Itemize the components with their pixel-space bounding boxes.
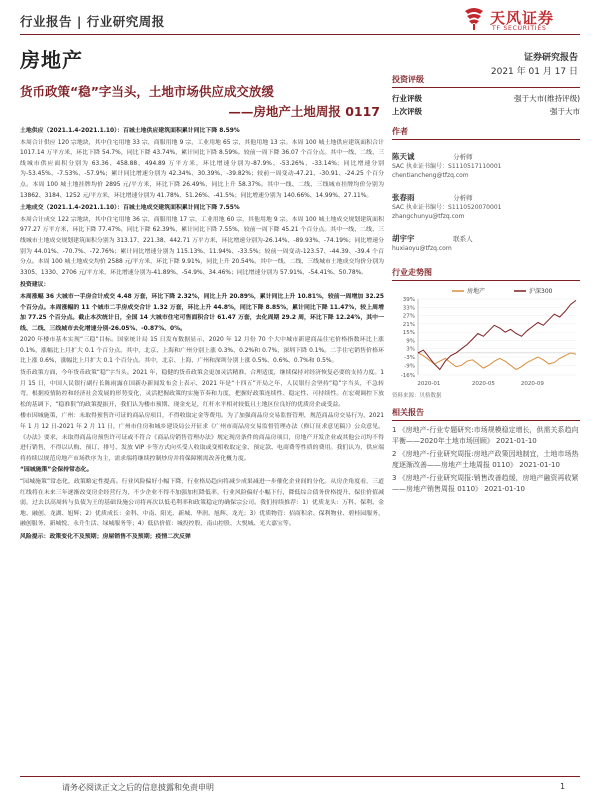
- analyst-name: 胡宇宇: [392, 234, 415, 243]
- section-heading: 土地供应（2021.1.4-2021.1.10）：百城土地供应建筑面积累计同比下降 8.59%: [20, 128, 240, 134]
- logo-text-en: TF SECURITIES: [492, 25, 547, 32]
- company-logo: [462, 6, 580, 36]
- related-report-link[interactable]: 2 《房地产-行业研究周报:房地产政策因地制宜，土地市场热度逐渐改善——房地产土地周报 0110》 2021-01-10: [392, 449, 579, 469]
- analyst-sac: SAC 执业证书编号：S1110520070001: [392, 204, 502, 211]
- paragraph: “园城施策”会保持常态化。: [20, 467, 93, 474]
- trend-chart-svg: [392, 285, 580, 389]
- rating-header: 投资评级: [392, 74, 580, 88]
- rating-label: 行业评级: [392, 94, 422, 103]
- related-report-link[interactable]: 1 《房地产-行业专题研究:市场规模稳定增长，供需关系趋向平衡——2020年土地市场回顾》 2021-01-10: [392, 425, 579, 445]
- related-reports-list: [392, 425, 580, 495]
- analyst-card: [392, 226, 580, 254]
- report-body: [20, 124, 384, 544]
- related-reports-header: 相关报告: [392, 407, 580, 421]
- paragraph: 楼市因城施策，广州：未取得预售许可证的商品房项目，不得收取定金等费用。为了加强商品房交易监督管理，规范商品房交易行为，2021 年 1 月 12 日-2021 年 2 月 11 日，广州市住房和城乡建设局公开征求《广州市商品房交易监督管理办法（修订征求意见稿）》公众意见。《办法》要求，未取得商品房预售许可证或不符合《商品房销售管理办法》规定现房条件的商品房项目，房地产开发企业或其他公司均不得进行销售，不得以认购、预订、排号、发放 VIP 卡等方式向买受人收取或变相收取定金、预定款、电商费等性质的费用。我们认为，供应端将持续以规范房地产市场秩序为主，需求端将继续控制炒房并将保障刚需改善化概力度。: [20, 413, 384, 462]
- prev-rating-value: 强于大市: [550, 107, 580, 116]
- y-tick-label: 39%: [402, 296, 415, 303]
- analyst-card: [392, 185, 580, 221]
- x-tick-label: 2020-01: [417, 380, 441, 387]
- analyst-role: 分析师: [453, 153, 473, 161]
- analyst-email[interactable]: huxiaoyu@tfzq.com: [392, 245, 452, 252]
- analyst-card: [392, 144, 580, 180]
- paragraph: 本周涨幅 36 大城市一手房合计成交 4.48 万套，环比下降 2.32%，同比上升 20.89%，累计同比上升 10.81%，较前一周增加 32.25 个百分点。本周涨幅的 11 个城市二手房成交合计 1.32 万套，环比上升 44.8%，同比下降 8.85%，累计同比下降 11.47%，较上周增加 77.25 个百分点。截止本次统计日，全国 14 大城市住宅可售面积合计 61.47 万套，去化周期 29.2 周，环比下降 12.24%，其中一线、二线、三线城市去化增速分别-26.05%、-0.87%、0%。: [20, 293, 384, 332]
- series-line-csi300: [418, 300, 576, 369]
- x-tick-label: 2020-05: [471, 380, 495, 387]
- trend-chart: [392, 285, 580, 389]
- legend-label: 沪深300: [529, 287, 553, 295]
- report-date: 2021 年 01 月 17 日: [490, 67, 578, 77]
- section-heading: 土地成交（2021.1.4-2021.1.10）：百城土地成交建筑面积累计同比下降 7.55%: [20, 205, 240, 212]
- trend-chart-header: 行业走势图: [392, 267, 580, 281]
- legend-label: 房地产: [467, 287, 486, 295]
- rating-row: [392, 92, 580, 105]
- page-number: 1: [560, 782, 566, 791]
- report-type: 证券研究报告: [523, 53, 578, 63]
- y-tick-label: 15%: [402, 329, 415, 336]
- y-tick-label: -16%: [400, 372, 415, 379]
- paragraph: 2020 年楼市基本实现“三稳”目标。国家统计局 15 日发布数据显示，2020 年 12 月份 70 个大中城市新建商品住宅价格指数环比上涨 0.1%，涨幅比上月扩大 0.1 个百分点。其中，北京、上海和广州分别上涨 0.3%、0.2%和 0.7%，深圳下降 0.1%。二手住宅销售价格环比上涨 0.6%，涨幅比上月扩大 0.1 个百分点。其中，北京、上海、广州和深圳分别上涨 0.5%、0.6%、0.7%和 0.5%。: [20, 337, 384, 365]
- paragraph: 本周合计成交 122 宗地块，其中住宅用地 36 宗，商服用地 17 宗，工业用地 60 宗，其他用地 9 宗。本周 100 城土地成交规划建筑面积 977.27 万平方米，环比下降 77.47%，同比下降 62.39%，累计同比下降 7.55%，较前一周下降 45.21 个百分点。其中一线、二线、三线城市土地成交规划建筑面积分别为 313.17、221.38、442.71 万平方米，环比增速分别为-26.14%、-89.93%、-74.19%；同比增速分别为 44.01%、-70.7%、-72.76%；累计同比增速分别为 115.13%、11.94%、-33.5%；较前一周变动-123.57、-44.39、-39.4 个百分点。本周 100 城土地成交均价 2588 元/平方米，环比下降 9.91%，同比上升 20.54%。其中一线、二线、三线城市土地成交均价分别为 3305、1330、2706 元/平方米，环比增速分别为-41.89%、-54.9%、34.46%；同比增速分别为 57.91%、-54.41%、50.78%。: [20, 216, 384, 276]
- logo-mark-icon: [462, 7, 486, 31]
- industry-title: 房地产: [20, 48, 83, 72]
- analyst-name: 张春雨: [392, 193, 415, 202]
- y-tick-label: 21%: [402, 321, 415, 328]
- paragraph: 本周合计供应 120 宗地块，其中住宅用地 33 宗，商服用地 9 宗，工业用地 65 宗，其他用地 13 宗。本周 100 城土地供应建筑面积合计 1017.14 万平方米，环比下降 54.7%，同比下降 43.74%，累计同比下降 8.59%。较前一周下降 36.07 个百分点。其中一线、二线、三线城市供应面积分别为 63.36、458.88、494.89 万平方米，环比增速分别为-87.9%、-53.26%、-33.14%；同比增速分别为-53.45%、-7.53%、-57.9%；累计同比增速分别为 42.34%、30.39%、-39.82%；较前一周变动-47.21、-30.91、-24.25 个百分点。本周 100 城土地挂牌均价 2895 元/平方米，环比下降 26.49%，同比上升 58.37%。其中一线、二线、三线城市挂牌均价分别为 13862、3184、1252 元/平方米，环比增速分别为 41.78%、51.26%、-41.5%；同比增速分别为 140.66%、14.99%、27.11%。: [20, 139, 384, 199]
- header-divider: [20, 34, 580, 35]
- y-tick-label: -3%: [404, 354, 415, 361]
- analyst-role: 分析师: [453, 194, 473, 202]
- report-subtitle: ——房地产土地周报 0117: [228, 104, 380, 119]
- y-tick-label: 33%: [402, 304, 415, 311]
- sidebar: [392, 74, 580, 497]
- analyst-role: 联系人: [453, 235, 473, 243]
- report-title: 货币政策“稳”字当头，土地市场供应成交放缓: [20, 84, 274, 99]
- analyst-sac: SAC 执业证书编号：S1110517110001: [392, 163, 502, 170]
- chart-source: 资料来源：贝格数据: [392, 392, 442, 399]
- y-tick-label: 27%: [402, 313, 415, 320]
- logo-text-cn: 天风证券: [490, 9, 555, 27]
- rating-value: 强于大市(维持评级): [514, 94, 580, 103]
- x-tick-label: 2020-09: [520, 380, 544, 387]
- footer-divider: [20, 776, 580, 777]
- related-report-link[interactable]: 3 《房地产-行业研究周报:销售改善趋缓，房地产融资再收紧——房地产销售周报 0110》 2021-01-10: [392, 473, 579, 493]
- breadcrumb: 行业报告 | 行业研究周报: [20, 14, 165, 29]
- y-tick-label: -9%: [404, 362, 415, 369]
- paragraph: 货币政策方面，今年货币政策“稳”字当头。2021 年，稳健的货币政策会更加灵活精准、合理适度，继续保持对经济恢复必要的支持力度。1 月 15 日，中国人民银行副行长陈雨露在国新办新闻发布会上表示，2021 年是“十四五”开局之年，人民银行会坚持“稳”字当头，不急转弯，根据疫情防控和经济社会发展的形势变化，灵活把握政策的实施节奏和力度，把握好政策连续性、稳定性、可持续性。在宏观调控下放松的基调下，“稳准狠”的政策提振开，我们认为楼市预期、现金充足，红杆水平相对较低且土地区位良好的优质房企或受益。: [20, 370, 384, 408]
- risk-warning: 风险提示：政策变化不及预期；房屋销售不及预期；疫情二次反弹: [20, 533, 191, 540]
- analyst-email[interactable]: zhangchunyu@tfzq.com: [392, 212, 465, 220]
- paragraph: “园城施策”常态化，政策略定性提高。行业风险偏好小幅下降，行业格局趋向将减少成果减进一步催化企业间的分化。从房企角度看，三道红线将在未来三年逐渐改变房企经营行为，不少企业不得不加强加杠降低率，行业风险偏好小幅下行，降低综合债务价格提升、保住价值减弱，过去以高周转与负债为王的基础设施公司将再次以低毛利率和政策稳定的确保宗公司。我们持续推荐：1）优质龙头：万科、保利、金地、融创、龙湖、旭辉；2）优质成长：金科、中南、阳光、新城、华润、旭辉、龙光；3）优质物管：招商积余、保利物业、碧桂园服务、融创服务、新城悦、永升生活、绿城服务等；4）低估价值：城投控股、南山控股、大悦城、光大嘉宝等。: [20, 479, 384, 528]
- prev-rating-row: [392, 105, 580, 118]
- prev-rating-label: 上次评级: [392, 107, 422, 116]
- analyst-name: 陈天诚: [392, 152, 415, 161]
- analyst-email[interactable]: chentiancheng@tfzq.com: [392, 171, 469, 179]
- analysts-header: 作者: [392, 126, 580, 140]
- y-tick-label: 9%: [406, 337, 415, 344]
- y-tick-label: 3%: [406, 346, 415, 353]
- footer-disclaimer: 请务必阅读正文之后的信息披露和免责申明: [62, 783, 214, 792]
- section-heading: 投资建议：: [20, 282, 50, 289]
